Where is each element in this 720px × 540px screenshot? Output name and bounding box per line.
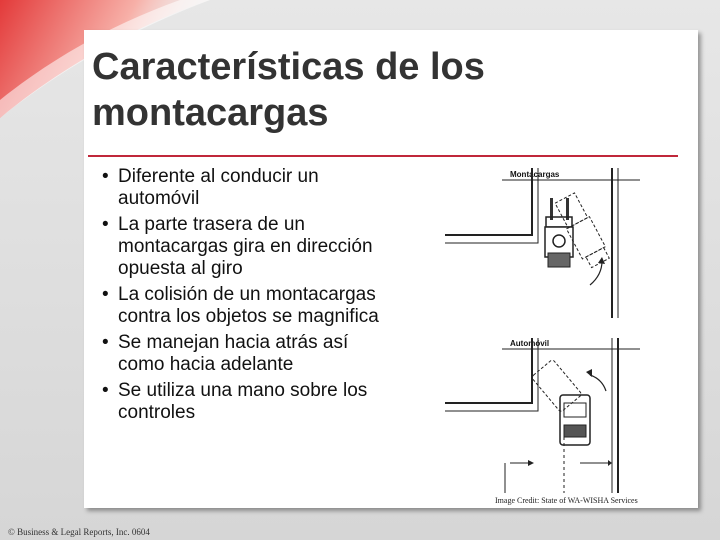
bullet-text: La colisión de un montacargas contra los objetos se magnifica [118, 284, 379, 327]
bullet-dot-icon: • [102, 214, 109, 235]
bullet-dot-icon: • [102, 166, 109, 187]
bullet-list [100, 166, 380, 428]
title-line-1: Características de los [92, 46, 485, 88]
bullet-text: Se manejan hacia atrás así como hacia adelante [118, 332, 349, 375]
bullet-item [100, 380, 380, 424]
forklift-diagram-label: Montacargas [510, 170, 560, 179]
bullet-text: Diferente al conducir un automóvil [118, 166, 319, 209]
car-diagram-label: Automóvil [510, 339, 550, 348]
bullet-item [100, 332, 380, 376]
car-diagram [445, 338, 640, 493]
bullet-item [100, 214, 380, 280]
bullet-text: Se utiliza una mano sobre los controles [118, 380, 368, 423]
slide-title [92, 44, 652, 136]
bullet-text: La parte trasera de un montacargas gira en dirección opuesta al giro [118, 214, 373, 279]
title-divider [88, 155, 678, 157]
bullet-dot-icon: • [102, 380, 109, 401]
bullet-dot-icon: • [102, 332, 109, 353]
footer-copyright: © Business & Legal Reports, Inc. 0604 [8, 527, 150, 537]
bullet-dot-icon: • [102, 284, 109, 305]
turning-diagram [440, 163, 686, 509]
forklift-diagram [445, 168, 640, 318]
image-credit: Image Credit: State of WA-WISHA Services [495, 496, 638, 505]
bullet-item [100, 166, 380, 210]
bullet-item [100, 284, 380, 328]
title-line-2: montacargas [92, 92, 329, 134]
